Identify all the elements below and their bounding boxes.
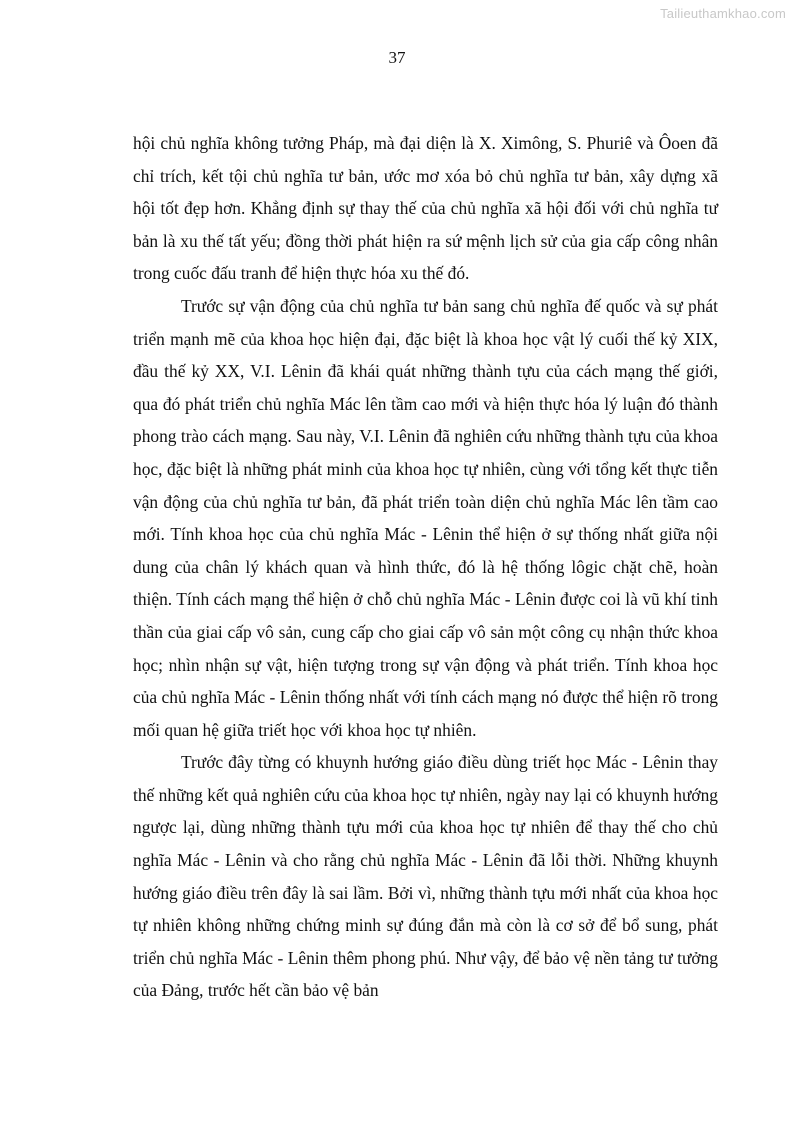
watermark: Tailieuthamkhao.com <box>660 6 786 21</box>
document-body <box>133 127 718 1007</box>
paragraph-2: Trước sự vận động của chủ nghĩa tư bản sang chủ nghĩa đế quốc và sự phát triển mạnh mẽ của khoa học hiện đại, đặc biệt là khoa học vật lý cuối thế kỷ XIX, đầu thế kỷ XX, V.I. Lênin đã khái quát những thành tựu của cách mạng thế giới, qua đó phát triển chủ nghĩa Mác lên tầm cao mới và hiện thực hóa lý luận đó thành phong trào cách mạng. Sau này, V.I. Lênin đã nghiên cứu những thành tựu của khoa học, đặc biệt là những phát minh của khoa học tự nhiên, cùng với tổng kết thực tiễn vận động của chủ nghĩa tư bản, đã phát triển toàn diện chủ nghĩa Mác lên tầm cao mới. Tính khoa học của chủ nghĩa Mác - Lênin thể hiện ở sự thống nhất giữa nội dung của chân lý khách quan và hình thức, đó là hệ thống lôgic chặt chẽ, hoàn thiện. Tính cách mạng thể hiện ở chỗ chủ nghĩa Mác - Lênin được coi là vũ khí tinh thần của giai cấp vô sản, cung cấp cho giai cấp vô sản một công cụ nhận thức khoa học; nhìn nhận sự vật, hiện tượng trong sự vận động và phát triển. Tính khoa học của chủ nghĩa Mác - Lênin thống nhất với tính cách mạng nó được thể hiện rõ trong mối quan hệ giữa triết học với khoa học tự nhiên. <box>133 295 718 740</box>
paragraph-1: hội chủ nghĩa không tưởng Pháp, mà đại diện là X. Ximông, S. Phuriê và Ôoen đã chỉ trích, kết tội chủ nghĩa tư bản, ước mơ xóa bỏ chủ nghĩa tư bản, xây dựng xã hội tốt đẹp hơn. Khẳng định sự thay thế của chủ nghĩa xã hội đối với chủ nghĩa tư bản là xu thế tất yếu; đồng thời phát hiện ra sứ mệnh lịch sử của gia cấp công nhân trong cuốc đấu tranh để hiện thực hóa xu thế đó. <box>133 133 718 284</box>
paragraph-3: Trước đây từng có khuynh hướng giáo điều dùng triết học Mác - Lênin thay thế những kết quả nghiên cứu của khoa học tự nhiên, ngày nay lại có khuynh hướng ngược lại, dùng những thành tựu mới của khoa học tự nhiên để thay thế cho chủ nghĩa Mác - Lênin và cho rằng chủ nghĩa Mác - Lênin đã lỗi thời. Những khuynh hướng giáo điều trên đây là sai lầm. Bởi vì, những thành tựu mới nhất của khoa học tự nhiên không những chứng minh sự đúng đắn mà còn là cơ sở để bổ sung, phát triển chủ nghĩa Mác - Lênin thêm phong phú. Như vậy, để bảo vệ nền tảng tư tưởng của Đảng, trước hết cần bảo vệ bản <box>133 752 718 1001</box>
page-number: 37 <box>388 48 406 67</box>
